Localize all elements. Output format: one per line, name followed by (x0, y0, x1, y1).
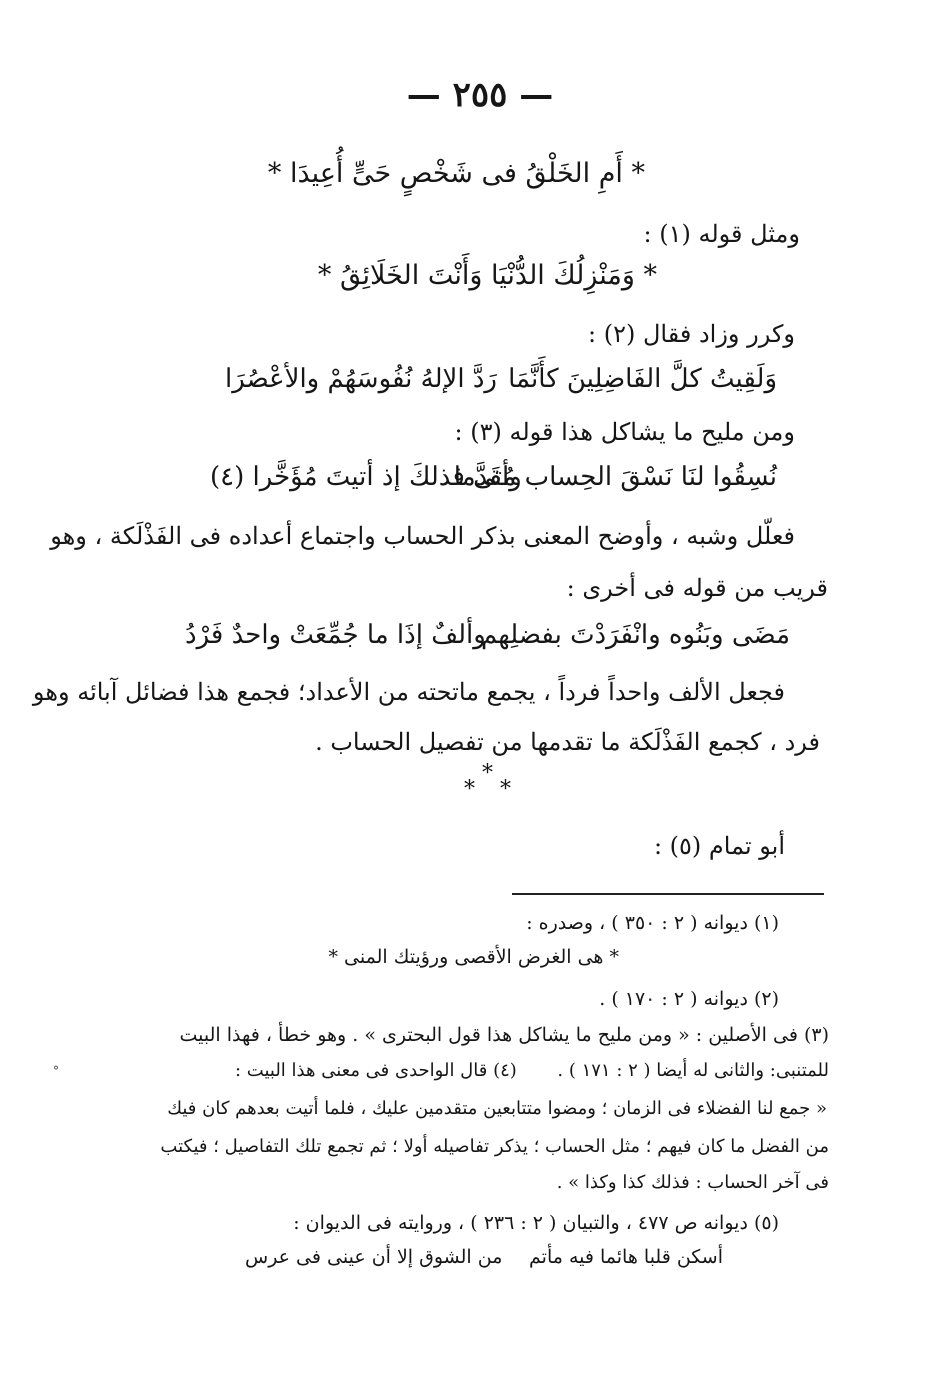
footnote-1: (١) ديوانه ( ٢ : ٣٥٠ ) ، وصدره : (526, 912, 779, 934)
verse-line-3: * وَمَنْزِلُكَ الدُّنْيَا وَأَنْتَ الخَلَائِقُ * (317, 260, 657, 291)
verse-1-second-hemistich: رَدَّ الإلهُ نُفُوسَهُمْ والأعْصُرَا (225, 364, 497, 394)
star-ornament: * (482, 761, 493, 786)
verse-3-first-hemistich: مَضَى وبَنُوه وانْفَرَدْتَ بفضلِهم (480, 620, 790, 650)
footnote-4-line-1: « جمع لنا الفضلاء فى الزمان ؛ ومضوا متتابعين متقدمين عليك ، فلما أتيت بعدهم كان فيك (167, 1098, 827, 1119)
footnote-3: (٣) فى الأصلين : « ومن مليح ما يشاكل هذا قول البحترى » . وهو خطأ ، فهذا البيت (179, 1024, 829, 1046)
star-ornament: * (464, 777, 475, 802)
prose-line-6: فعلّل وشبه ، وأوضح المعنى بذكر الحساب واجتماع أعداده فى الفَذْلَكة ، وهو (50, 522, 795, 550)
prose-line-8: فجعل الألف واحداً فرداً ، يجمع ماتحته من الأعداد؛ فجمع هذا فضائل آبائه وهو (32, 678, 785, 706)
footnote-3-continued: للمتنبى: والثانى له أيضا ( ٢ : ١٧١ ) . (557, 1060, 829, 1081)
footnote-5-verse-second-hemistich: من الشوق إلا أن عينى فى عرس (245, 1246, 503, 1268)
star-ornament: * (500, 777, 511, 802)
footnote-4-line-3: فى آخر الحساب : فذلك كذا وكذا » . (556, 1172, 829, 1193)
prose-line-5: ومن مليح ما يشاكل هذا قوله (٣) : (454, 418, 795, 446)
footnote-4-heading: (٤) قال الواحدى فى معنى هذا البيت : (235, 1060, 517, 1081)
verse-3-second-hemistich: وألفٌ إذَا ما جُمِّعَتْ واحدٌ فَرْدُ (185, 620, 486, 650)
prose-line-10: أبو تمام (٥) : (653, 832, 785, 860)
verse-2-first-hemistich: نُسِقُوا لنَا نَسْقَ الحِساب مُقَدَّما (453, 462, 777, 492)
margin-mark: ° (53, 1064, 59, 1078)
footnote-5-verse-first-hemistich: أسكن قلبا هائما فيه مأتم (529, 1246, 723, 1268)
footnote-4-line-2: من الفضل ما كان فيهم ؛ مثل الحساب ؛ يذكر تفاصيله أولا ؛ ثم تجمع تلك التفاصيل ؛ فيكتب (160, 1136, 829, 1157)
footnote-1-verse: * هى الغرض الأقصى ورؤيتك المنى * (328, 946, 619, 968)
prose-line-7: قريب من قوله فى أخرى : (566, 574, 828, 602)
footnote-2: (٢) ديوانه ( ٢ : ١٧٠ ) . (599, 988, 779, 1010)
verse-1-first-hemistich: وَلَقِيتُ كلَّ الفَاضِلِينَ كأَنَّمَا (508, 364, 777, 394)
footnote-separator (512, 893, 824, 895)
verse-line-1: * أَمِ الخَلْقُ فى شَخْصٍ حَىٍّ أُعِيدَا * (267, 158, 645, 189)
verse-2-second-hemistich: وأتى فذلكَ إذ أتيتَ مُؤَخَّرا (٤) (210, 462, 522, 492)
prose-line-9: فرد ، كجمع الفَذْلَكة ما تقدمها من تفصيل الحساب . (315, 728, 820, 756)
page-number: — ٢٥٥ — (406, 75, 554, 115)
footnote-5: (٥) ديوانه ص ٤٧٧ ، والتبيان ( ٢ : ٢٣٦ ) ، وروايته فى الديوان : (293, 1212, 779, 1234)
prose-line-2: ومثل قوله (١) : (643, 220, 800, 248)
section-divider-stars (448, 763, 528, 803)
prose-line-4: وكرر وزاد فقال (٢) : (588, 320, 795, 348)
